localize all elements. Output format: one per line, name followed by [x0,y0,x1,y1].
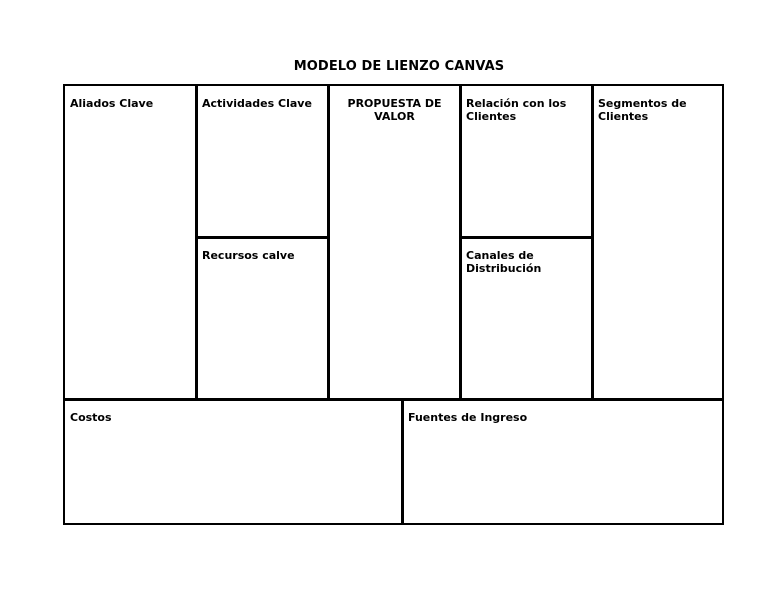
block-recursos-clave [197,238,328,398]
page-title: MODELO DE LIENZO CANVAS [293,59,505,74]
block-canales-distribucion [461,238,592,398]
block-relacion-clientes-label: Relación con los Clientes [466,97,567,123]
block-propuesta-de-valor [329,86,460,398]
block-canales-distribucion-label: Canales de Distribución [466,249,542,275]
block-actividades-clave [197,86,328,236]
block-relacion-clientes [461,86,592,236]
block-fuentes-ingreso-label: Fuentes de Ingreso [408,411,528,424]
block-recursos-clave-label: Recursos calve [202,249,295,262]
business-model-canvas [63,84,724,525]
block-costos-label: Costos [70,411,112,424]
block-fuentes-ingreso [403,400,722,524]
block-aliados-clave-label: Aliados Clave [70,97,154,110]
block-segmentos-clientes [593,86,722,398]
block-propuesta-de-valor-label: PROPUESTA DE VALOR [347,97,442,123]
block-actividades-clave-label: Actividades Clave [202,97,312,110]
block-aliados-clave [65,86,196,398]
block-segmentos-clientes-label: Segmentos de Clientes [598,97,687,123]
block-costos [65,400,401,524]
